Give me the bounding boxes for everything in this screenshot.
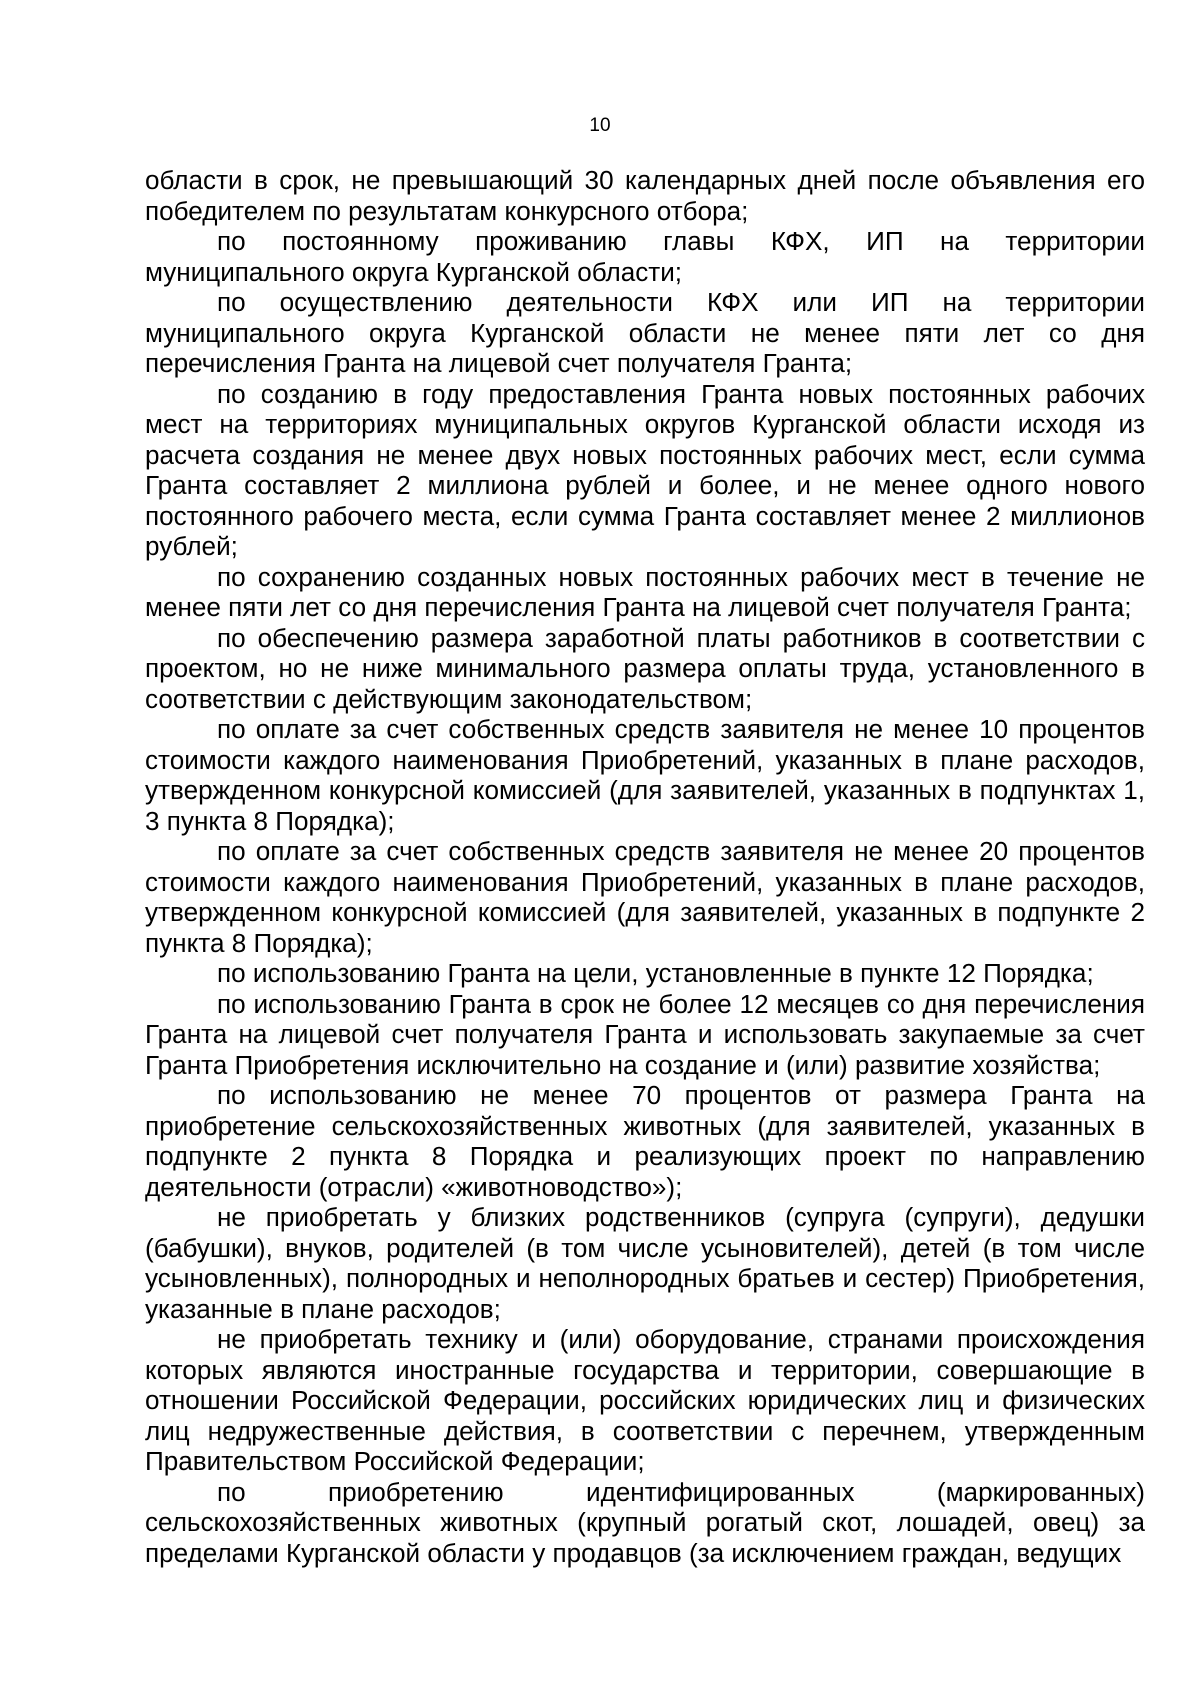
paragraph: по использованию Гранта в срок не более 12 месяцев со дня перечисления Гранта на лицевой счет получателя Гранта и использовать закупаемые за счет Гранта Приобретения исключительно на создание и (или) развитие хозяйства; [145,988,1145,1080]
page-number: 10 [589,115,611,136]
paragraph: области в срок, не превышающий 30 календарных дней после объявления его победителем по результатам конкурсного отбора; [145,165,1145,226]
paragraph: не приобретать технику и (или) оборудование, странами происхождения которых являются иностранные государства и территории, совершающие в отношении Российской Федерации, российских юридических лиц и физических лиц недружественные действия, в соответствии с перечнем, утвержденным Правительством Российской Федерации; [145,1324,1145,1476]
paragraph: по использованию Гранта на цели, установленные в пункте 12 Порядка; [217,958,1094,988]
paragraph: по оплате за счет собственных средств заявителя не менее 10 процентов стоимости каждого наименования Приобретений, указанных в плане расходов, утвержденном конкурсной комиссией (для заявителей, указанных в подпунктах 1, 3 пункта 8 Порядка); [145,714,1145,836]
paragraph: по сохранению созданных новых постоянных рабочих мест в течение не менее пяти лет со дня перечисления Гранта на лицевой счет получателя Гранта; [145,561,1145,622]
paragraph: по оплате за счет собственных средств заявителя не менее 20 процентов стоимости каждого наименования Приобретений, указанных в плане расходов, утвержденном конкурсной комиссией (для заявителей, указанных в подпункте 2 пункта 8 Порядка); [145,836,1145,958]
paragraph: не приобретать у близких родственников (супруга (супруги), дедушки (бабушки), внуков, родителей (в том числе усыновителей), детей (в том числе усыновленных), полнородных и неполнородных братьев и сестер) Приобретения, указанные в плане расходов; [145,1202,1145,1324]
document-body [145,165,1145,1568]
paragraph: по созданию в году предоставления Гранта новых постоянных рабочих мест на территориях муниципальных округов Курганской области исходя из расчета создания не менее двух новых постоянных рабочих мест, если сумма Гранта составляет 2 миллиона рублей и более, и не менее одного нового постоянного рабочего места, если сумма Гранта составляет менее 2 миллионов рублей; [145,378,1145,561]
paragraph: по приобретению идентифицированных (маркированных) сельскохозяйственных животных (крупный рогатый скот, лошадей, овец) за пределами Курганской области у продавцов (за исключением граждан, ведущих [145,1476,1145,1568]
paragraph: по использованию не менее 70 процентов от размера Гранта на приобретение сельскохозяйственных животных (для заявителей, указанных в подпункте 2 пункта 8 Порядка и реализующих проект по направлению деятельности (отрасли) «животноводство»); [145,1080,1145,1202]
paragraph: по осуществлению деятельности КФХ или ИП на территории муниципального округа Курганской области не менее пяти лет со дня перечисления Гранта на лицевой счет получателя Гранта; [145,287,1145,378]
paragraph: по постоянному проживанию главы КФХ, ИП на территории муниципального округа Курганской области; [145,226,1145,287]
paragraph: по обеспечению размера заработной платы работников в соответствии с проектом, но не ниже минимального размера оплаты труда, установленного в соответствии с действующим законодательством; [145,622,1145,714]
